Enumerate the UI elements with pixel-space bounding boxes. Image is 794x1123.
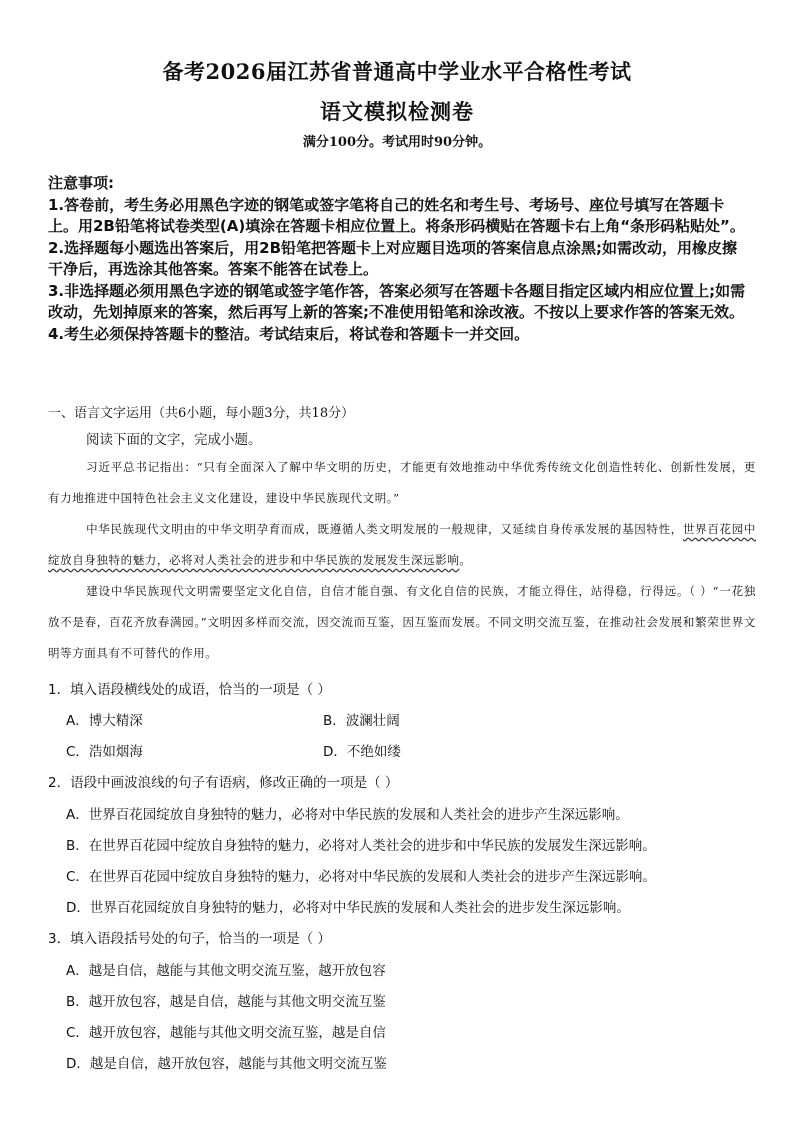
notes-item: 2.选择题每小题选出答案后，用2B铅笔把答题卡上对应题目选项的答案信息点涂黑;如需改动，用橡皮擦干净后，再选涂其他答案。答案不能答在试卷上。	[48, 238, 738, 278]
question-1-option-d: D．不绝如缕	[323, 744, 401, 760]
question-1-option-a: A．博大精深	[66, 713, 143, 729]
question-3-option-b: B．越开放包容，越是自信，越能与其他文明交流互鉴	[66, 994, 386, 1010]
question-2-stem: 2．语段中画波浪线的句子有语病，修改正确的一项是（ ）	[48, 775, 399, 791]
exam-title: 备考2026届江苏省普通高中学业水平合格性考试	[162, 59, 632, 84]
question-3-option-c: C．越开放包容，越能与其他文明交流互鉴，越是自信	[66, 1025, 386, 1041]
question-1-stem: 1．填入语段横线处的成语，恰当的一项是（ ）	[48, 682, 331, 698]
question-2-option-a: A．世界百花园绽放自身独特的魅力，必将对中华民族的发展和人类社会的进步产生深远影响。	[66, 807, 629, 823]
section-heading: 一、语言文字运用（共6小题，每小题3分，共18分）	[48, 406, 355, 421]
reading-instruction: 阅读下面的文字，完成小题。	[86, 432, 262, 448]
exam-score-time: 满分100分。考试用时90分钟。	[302, 135, 492, 150]
question-1-option-c: C．浩如烟海	[66, 744, 143, 760]
passage-paragraph-2	[48, 514, 756, 576]
passage-text: 建设中华民族现代文明需要坚定文化自信，自信才能自强、有文化自信的民族，才能立得住，站得稳，行得远。（ ）“一花独放不是春，百花齐放春满园。”文明因多样而交流，因交流而互鉴，因互鉴而发展。不同文明交流互鉴，在推动社会发展和繁荣世界文明等方面具有不可替代的作用。	[48, 584, 756, 660]
notes-item: 1.答卷前，考生务必用黑色字迹的钢笔或签字笔将自己的姓名和考生号、考场号、座位号填写在答题卡上。用2B铅笔将试卷类型(A)填涂在答题卡相应位置上。将条形码横贴在答题卡右上角“条形码粘贴处”。	[48, 195, 745, 235]
notes-item: 4.考生必须保持答题卡的整洁。考试结束后，将试卷和答题卡一并交回。	[48, 324, 530, 343]
passage-text: 中华民族现代文明由的中华文明孕育而成，既遵循人类文明发展的一般规律，又延续自身传承发展的基因特性，	[86, 522, 683, 536]
question-2-option-d: D．世界百花园绽放自身独特的魅力，必将对中华民族的发展和人类社会的进步发生深远影响。	[66, 900, 630, 916]
question-3-stem: 3．填入语段括号处的句子，恰当的一项是（ ）	[48, 931, 331, 947]
question-3-option-d: D．越是自信，越开放包容，越能与其他文明交流互鉴	[66, 1056, 387, 1072]
passage-paragraph-1	[48, 452, 756, 514]
notes-item: 3.非选择题必须用黑色字迹的钢笔或签字笔作答，答案必须写在答题卡各题目指定区域内相应位置上;如需改动，先划掉原来的答案，然后再写上新的答案;不准使用铅笔和涂改液。不按以上要求作答的答案无效。	[48, 281, 746, 321]
passage-text: 。	[459, 553, 472, 567]
question-3-option-a: A．越是自信，越能与其他文明交流互鉴，越开放包容	[66, 963, 386, 979]
exam-subtitle-title: 语文模拟检测卷	[320, 99, 474, 124]
question-2-option-b: B．在世界百花园中绽放自身独特的魅力，必将对人类社会的进步和中华民族的发展发生深远影响。	[66, 838, 656, 854]
passage-paragraph-3	[48, 576, 756, 669]
passage-text: 习近平总书记指出：“只有全面深入了解中华文明的历史，才能更有效地推动中华优秀传统文化创造性转化、创新性发展，更有力地推进中国特色社会主义文化建设，建设中华民族现代文明。”	[48, 460, 756, 505]
question-1-option-b: B．波澜壮阔	[323, 713, 400, 729]
notes-block	[48, 173, 748, 345]
question-2-option-c: C．在世界百花园中绽放自身独特的魅力，必将对中华民族的发展和人类社会的进步产生深远影响。	[66, 869, 656, 885]
wavy-underlined-sentence: 世界百花园中绽放自身独特的魅力，必将对人类社会的进步和中华民族的发展发生深远影响	[48, 522, 756, 567]
notes-heading: 注意事项:	[48, 174, 114, 192]
